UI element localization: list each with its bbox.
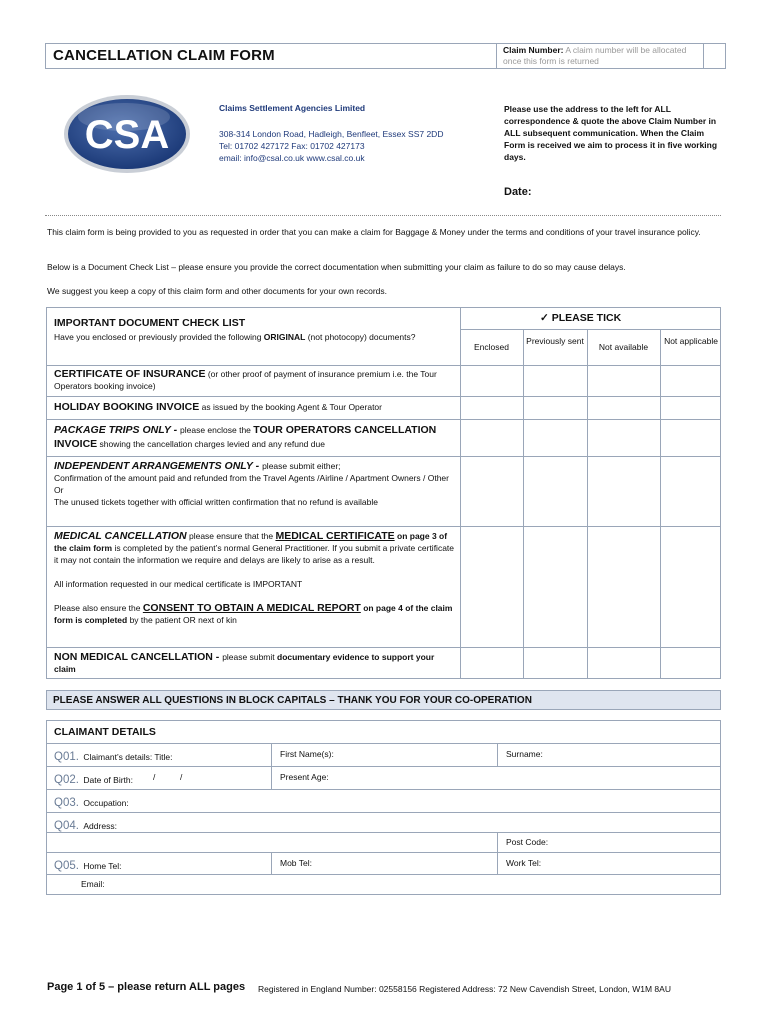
field-label: Occupation: [83,798,129,808]
grid-line [46,852,721,853]
row-bold: on page 4 of the claim form is completed [54,603,453,625]
row-text: showing the cancellation charges levied and any refund due [97,439,325,449]
registered-address: Registered in England Number: 02558156 Registered Address: 72 New Cavendish Street, London, W1M 8AU [258,984,671,994]
row-title: CERTIFICATE OF INSURANCE [54,368,206,380]
form-title: CANCELLATION CLAIM FORM [53,47,275,64]
mob-tel-field[interactable]: Mob Tel: [280,858,312,868]
grid-line [46,874,721,875]
question-number: Q03. [54,797,79,809]
grid-line [46,647,721,648]
subtitle-text: Have you enclosed or previously provided the following [54,332,264,342]
grid-line [46,456,721,457]
banner-text: PLEASE ANSWER ALL QUESTIONS IN BLOCK CAPITALS – THANK YOU FOR YOUR CO-OPERATION [53,695,532,706]
claimant-details-title: CLAIMANT DETAILS [54,726,156,738]
company-phone: Tel: 01702 427172 Fax: 01702 427173 [219,141,365,151]
row-text: Or [54,485,64,495]
post-code-field[interactable]: Post Code: [506,837,549,847]
please-tick-header [540,312,621,324]
grid-line [660,329,661,679]
grid-line [497,852,498,874]
question-number: Q05. [54,860,79,872]
row-package-trips [54,423,456,451]
row-text: All information requested in our medical certificate is IMPORTANT [54,579,303,589]
company-name: Claims Settlement Agencies Limited [219,103,366,113]
row-text: Please also ensure the [54,603,143,613]
checkmark-icon: ✓ [540,312,549,324]
grid-line [46,526,721,527]
intro-paragraph-1: This claim form is being provided to you as requested in order that you can make a claim for Baggage & Money under the terms and conditions of your travel insurance policy. [47,227,701,237]
row-title: INDEPENDENT ARRANGEMENTS ONLY - [54,460,263,472]
subtitle-text: (not photocopy) documents? [305,332,416,342]
grid-line [497,743,498,766]
q02-dob-field[interactable] [54,770,133,788]
row-text: as issued by the booking Agent & Tour Operator [199,402,382,412]
row-medical-cancellation [54,530,456,626]
question-number: Q01. [54,751,79,763]
row-title: CONSENT TO OBTAIN A MEDICAL REPORT [142,602,361,614]
grid-line [460,307,461,679]
row-certificate-of-insurance [54,368,456,392]
grid-line [271,852,272,874]
grid-line [46,396,721,397]
subtitle-bold: ORIGINAL [263,332,306,342]
row-text: please submit either; [262,461,341,471]
work-tel-field[interactable]: Work Tel: [506,858,542,868]
row-title: TOUR OPERATORS CANCELLATION INVOICE [54,424,437,450]
grid-line [523,329,524,679]
please-tick-label: PLEASE TICK [551,312,622,324]
grid-line [460,329,721,330]
question-number: Q04. [54,820,79,832]
row-non-medical-cancellation [54,651,456,675]
col-not-applicable: Not applicable [664,336,718,346]
row-text: is completed by the patient’s normal General Practitioner. If you submit a private certificate it may not contain the information we require and delays are likely to arise as a result. [54,543,455,565]
row-text: please submit [222,652,277,662]
grid-line [46,832,721,833]
row-text: please enclose the [180,425,254,435]
grid-line [46,419,721,420]
dob-separator: / [180,772,183,782]
row-title: MEDICAL CERTIFICATE [275,530,395,542]
col-not-available: Not available [598,342,649,352]
field-label: Claimant’s details: Title: [83,752,173,762]
correspondence-notice: Please use the address to the left for ALL correspondence & quote the above Claim Number in ALL subsequent communication. When the Claim Form is received we aim to process it in five working days. [504,104,718,162]
row-bold: on page 3 of the claim form [54,531,448,553]
field-label: Address: [83,821,117,831]
row-text: by the patient OR next of kin [127,615,237,625]
surname-field[interactable]: Surname: [506,749,543,759]
checklist-title: IMPORTANT DOCUMENT CHECK LIST [54,317,246,329]
grid-line [46,789,721,790]
q01-title-field[interactable] [54,747,173,765]
grid-line [497,832,498,852]
intro-paragraph-3: We suggest you keep a copy of this claim form and other documents for your own records. [47,286,388,296]
company-email: email: info@csal.co.uk www.csal.co.uk [219,153,365,163]
company-contact [219,128,443,164]
grid-line [271,743,272,789]
claim-number-placeholder: A claim number will be allocated once this form is returned [503,45,687,66]
csa-logo [62,93,192,175]
row-text: (or other proof of payment of insurance premium i.e. the Tour Operators booking invoice) [54,369,437,391]
row-title: HOLIDAY BOOKING INVOICE [54,401,200,413]
col-previously-sent: Previously sent [526,336,584,346]
checklist-subtitle [54,331,454,343]
page-number: Page 1 of 5 – please return ALL pages [47,981,246,993]
grid-line [46,766,721,767]
row-independent-arrangements [54,460,456,508]
q04-address-field[interactable] [54,816,117,834]
row-holiday-booking-invoice [54,401,456,413]
claim-number-label: Claim Number: [503,45,564,55]
field-label: Home Tel: [83,861,122,871]
col-enclosed: Enclosed [474,342,509,352]
row-title: PACKAGE TRIPS ONLY - [54,424,181,436]
intro-paragraph-2: Below is a Document Check List – please ensure you provide the correct documentation when submitting your claim as failure to do so may cause delays. [47,262,626,272]
divider [45,215,721,216]
row-text: The unused tickets together with official written confirmation that no refund is available [54,497,378,507]
row-bold: documentary evidence to support your claim [54,652,435,674]
first-name-field[interactable]: First Name(s): [280,749,334,759]
grid-line [46,812,721,813]
dob-separator: / [153,772,156,782]
grid-line [46,365,721,366]
date-label[interactable]: Date: [504,186,532,198]
q05-home-tel-field[interactable] [54,856,122,874]
grid-line [587,329,588,679]
row-text: Confirmation of the amount paid and refunded from the Travel Agents /Airline / Apartment Owners / Other [54,473,449,483]
q03-occupation-field[interactable] [54,793,129,811]
present-age-field[interactable]: Present Age: [280,772,329,782]
row-text: please ensure that the [186,531,276,541]
field-label: Date of Birth: [83,775,133,785]
row-title: NON MEDICAL CANCELLATION - [54,651,223,663]
row-title: MEDICAL CANCELLATION [54,530,187,542]
question-number: Q02. [54,774,79,786]
grid-line [46,743,721,744]
email-field[interactable]: Email: [81,879,105,889]
claim-number-field[interactable] [503,45,701,67]
company-address: 308-314 London Road, Hadleigh, Benfleet, Essex SS7 2DD [219,129,444,139]
logo-text: CSA [84,113,170,157]
